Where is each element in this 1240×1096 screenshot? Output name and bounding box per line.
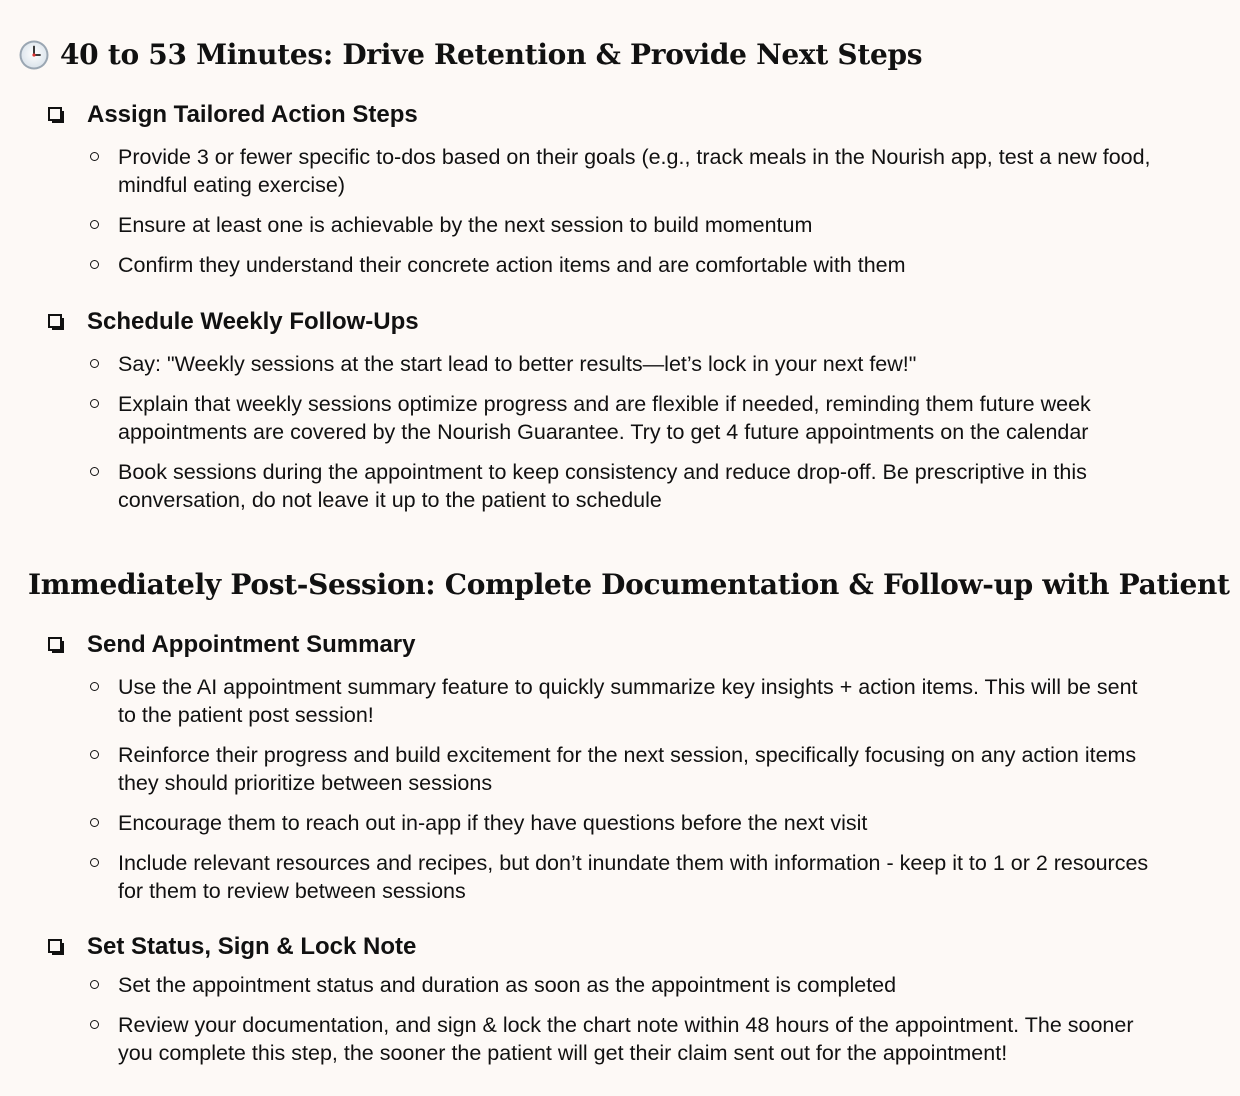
bullet-icon (90, 818, 99, 827)
group-send-summary (48, 629, 1198, 905)
checkbox-icon (48, 939, 65, 956)
list-item-text: Ensure at least one is achievable by the next session to build momentum (118, 213, 813, 237)
group-title-text: Set Status, Sign & Lock Note (87, 933, 417, 960)
list-item (48, 458, 1158, 514)
bullet-icon (90, 359, 99, 368)
group-assign-action-steps (48, 99, 1198, 279)
list-item-text: Explain that weekly sessions optimize progress and are flexible if needed, reminding them future week appointments are covered by the Nourish Guarantee. Try to get 4 future appointments on the calendar (118, 392, 1091, 444)
bullet-icon (90, 220, 99, 229)
bullet-list (48, 673, 1198, 905)
list-item-text: Say: "Weekly sessions at the start lead to better results—let’s lock in your next few!" (118, 352, 917, 376)
list-item (48, 251, 1158, 279)
list-item-text: Use the AI appointment summary feature to quickly summarize key insights + action items. This will be sent to the patient post session! (118, 675, 1138, 727)
bullet-icon (90, 260, 99, 269)
bullet-list (48, 350, 1198, 514)
bullet-list (48, 143, 1198, 279)
group-title (48, 99, 1198, 131)
list-item-text: Set the appointment status and duration as soon as the appointment is completed (118, 973, 897, 997)
list-item (48, 143, 1158, 199)
section-heading-text: Immediately Post-Session: Complete Documentation & Follow-up with Patient (28, 568, 1230, 601)
group-title-text: Schedule Weekly Follow-Ups (87, 308, 419, 335)
group-title-text: Send Appointment Summary (87, 631, 416, 658)
group-title (48, 306, 1198, 338)
section-heading-post-session (28, 568, 1230, 601)
list-item-text: Reinforce their progress and build excitement for the next session, specifically focusing on any action items they should prioritize between sessions (118, 743, 1137, 795)
list-item (48, 211, 1158, 239)
group-sign-lock-note (48, 931, 1198, 1067)
bullet-icon (90, 399, 99, 408)
bullet-icon (90, 980, 99, 989)
list-item-text: Provide 3 or fewer specific to-dos based on their goals (e.g., track meals in the Nourish app, test a new food, mindful eating exercise) (118, 145, 1151, 197)
bullet-icon (90, 682, 99, 691)
list-item (48, 849, 1158, 905)
list-item (48, 1011, 1158, 1067)
list-item (48, 673, 1158, 729)
bullet-icon (90, 858, 99, 867)
list-item-text: Review your documentation, and sign & lock the chart note within 48 hours of the appointment. The sooner you complete this step, the sooner the patient will get their claim sent out for the appointment! (118, 1013, 1134, 1065)
list-item-text: Include relevant resources and recipes, but don’t inundate them with information - keep it to 1 or 2 resources for them to review between sessions (118, 851, 1149, 903)
checkbox-icon (48, 637, 65, 654)
list-item (48, 809, 1158, 837)
bullet-list (48, 971, 1198, 1067)
group-title-text: Assign Tailored Action Steps (87, 101, 418, 128)
group-schedule-follow-ups (48, 306, 1198, 514)
section-heading-retention (18, 38, 922, 71)
list-item (48, 390, 1158, 446)
list-item (48, 350, 1158, 378)
clock-icon (18, 39, 50, 71)
list-item-text: Encourage them to reach out in-app if they have questions before the next visit (118, 811, 868, 835)
group-title (48, 931, 1198, 963)
bullet-icon (90, 152, 99, 161)
list-item (48, 741, 1158, 797)
bullet-icon (90, 1020, 99, 1029)
checkbox-icon (48, 314, 65, 331)
bullet-icon (90, 750, 99, 759)
checkbox-icon (48, 107, 65, 124)
list-item-text: Confirm they understand their concrete action items and are comfortable with them (118, 253, 906, 277)
group-title (48, 629, 1198, 661)
bullet-icon (90, 467, 99, 476)
section-heading-text: 40 to 53 Minutes: Drive Retention & Provide Next Steps (60, 38, 923, 71)
list-item-text: Book sessions during the appointment to keep consistency and reduce drop-off. Be prescriptive in this conversation, do not leave it up to the patient to schedule (118, 460, 1087, 512)
list-item (48, 971, 1158, 999)
